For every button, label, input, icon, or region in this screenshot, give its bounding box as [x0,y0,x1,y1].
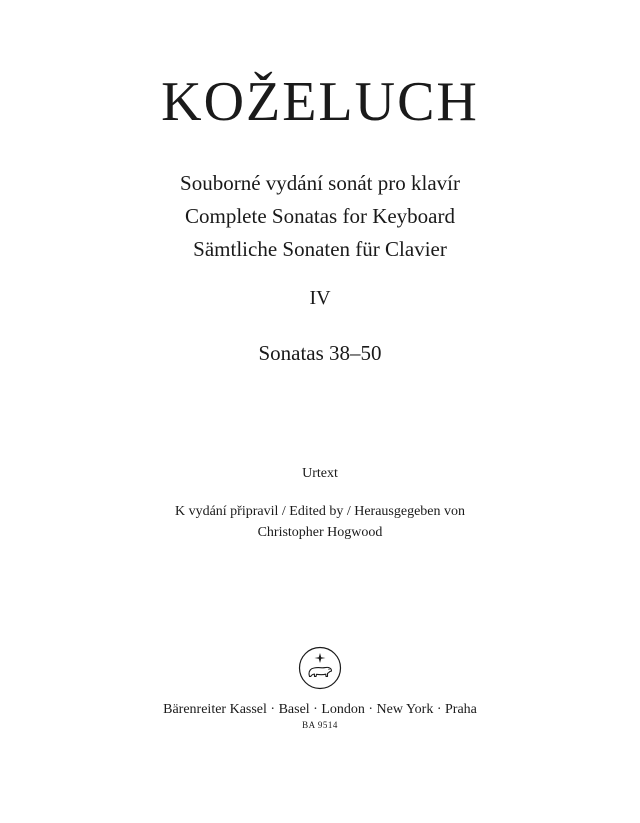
catalog-number: BA 9514 [302,720,338,730]
editor-credit-intro: K vydání připravil / Edited by / Herausgegeben von [174,504,466,519]
volume-number: IV [309,287,331,309]
subtitle-czech: Souborné vydání sonát pro klavír [180,171,460,195]
publisher-cities: Bärenreiter Kassel · Basel · London · New York · Praha [163,702,477,717]
subtitle-german: Sämtliche Sonaten für Clavier [193,237,447,261]
baerenreiter-bear-logo-icon [298,646,342,690]
editor-name: Christopher Hogwood [257,525,383,540]
edition-type: Urtext [302,466,338,481]
subtitle-english: Complete Sonatas for Keyboard [184,204,456,228]
composer-title: KOŽELUCH [161,71,479,133]
sonatas-range: Sonatas 38–50 [258,341,382,365]
